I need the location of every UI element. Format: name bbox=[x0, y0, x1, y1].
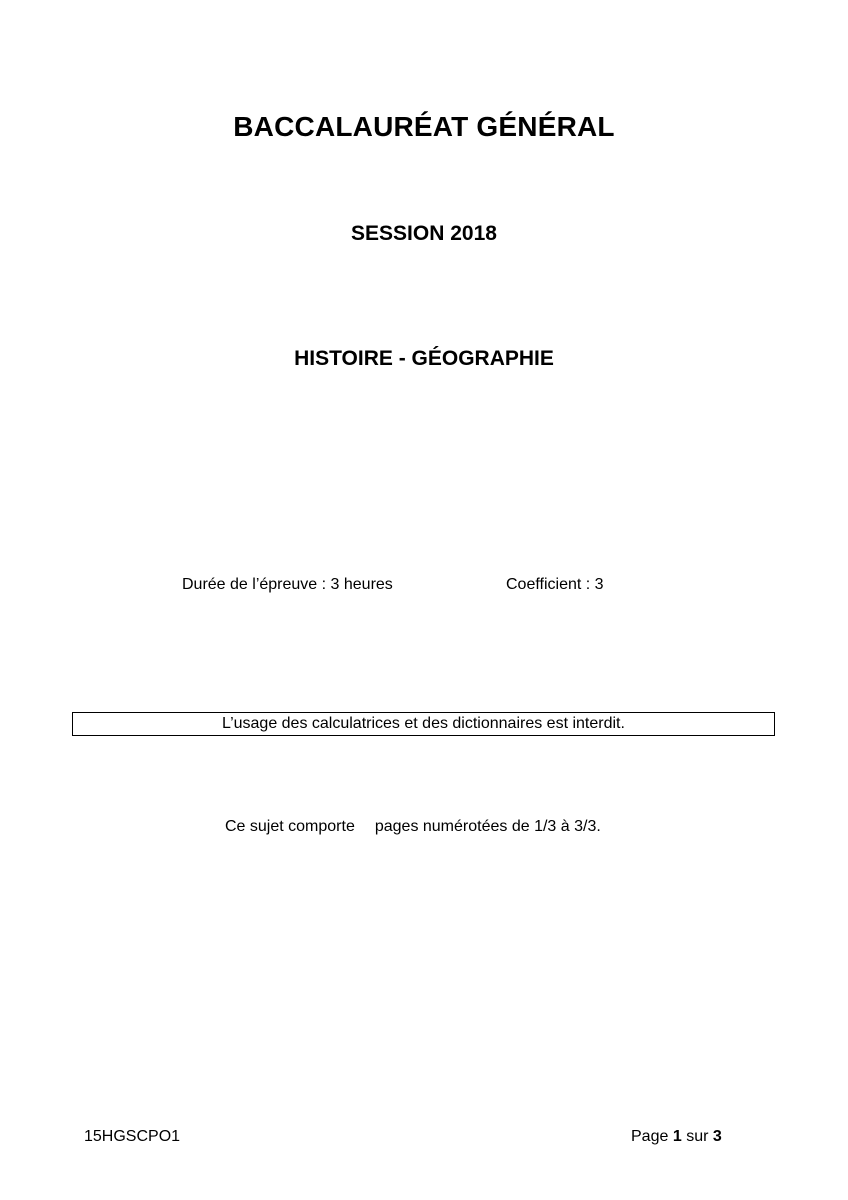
page-number-prefix: Page bbox=[631, 1128, 669, 1145]
page-count-intro: Ce sujet comporte bbox=[225, 818, 355, 835]
exam-duration: Durée de l’épreuve : 3 heures bbox=[182, 576, 393, 593]
main-title: BACCALAURÉAT GÉNÉRAL bbox=[233, 110, 615, 142]
page-count-line bbox=[225, 818, 601, 836]
exam-code: 15HGSCPO1 bbox=[84, 1128, 181, 1145]
subject-title: HISTOIRE - GÉOGRAPHIE bbox=[294, 347, 554, 371]
page-number bbox=[631, 1128, 722, 1146]
exam-coefficient: Coefficient : 3 bbox=[506, 576, 604, 593]
total-page-number: 3 bbox=[712, 1128, 722, 1145]
calculator-dictionary-notice: L’usage des calculatrices et des dictionnaires est interdit. bbox=[72, 712, 775, 736]
session-title: SESSION 2018 bbox=[351, 222, 497, 246]
page-count-description: pages numérotées de 1/3 à 3/3. bbox=[374, 818, 601, 835]
current-page-number: 1 bbox=[672, 1128, 682, 1145]
page-number-separator: sur bbox=[686, 1128, 709, 1145]
